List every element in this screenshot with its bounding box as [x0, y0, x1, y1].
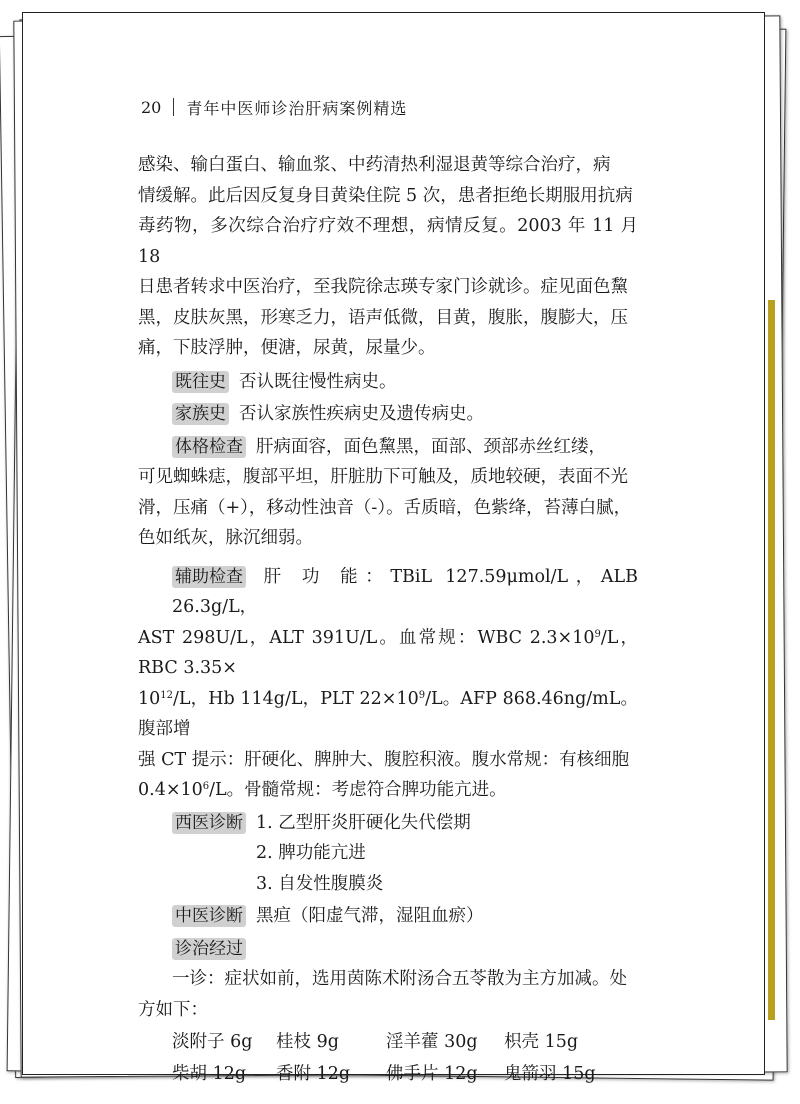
treatment-section	[138, 934, 638, 1091]
tcm-diagnosis-section	[172, 901, 638, 932]
text-line: 滑，压痛（+），移动性浊音（-）。舌质暗，色紫绛，苔薄白腻，	[138, 497, 632, 518]
western-diagnosis-section	[172, 808, 638, 900]
book-edge-gold	[768, 300, 775, 1020]
section-tag-treatment: 诊治经过	[172, 938, 246, 960]
diagnosis-item: 1. 乙型肝炎肝硬化失代偿期	[256, 812, 471, 833]
text-line: 痛，下肢浮肿，便溏，尿黄，尿量少。	[138, 338, 436, 358]
diagnosis-list	[256, 808, 471, 900]
running-header	[141, 93, 407, 121]
section-tag-aux-exam: 辅助检查	[172, 566, 246, 588]
herb-item: 枳壳 15g	[504, 1032, 579, 1052]
header-divider	[173, 98, 174, 116]
herb-item: 香附 12g	[276, 1064, 351, 1084]
diagnosis-item: 3. 自发性腹膜炎	[256, 873, 384, 894]
past-history-text: 否认既往慢性病史。	[239, 371, 397, 392]
text-line: 方如下：	[138, 999, 208, 1020]
herb-item: 鬼箭羽 15g	[504, 1064, 596, 1084]
herb-item: 淫羊藿 30g	[386, 1032, 478, 1052]
text-line: 强 CT 提示：肝硬化、脾肿大、腹腔积液。腹水常规：有核细胞	[138, 749, 630, 770]
text-line: 毒药物，多次综合治疗疗效不理想，病情反复。2003 年 11 月 18	[138, 216, 638, 267]
text-line: 可见蜘蛛痣，腹部平坦，肝脏肋下可触及，质地较硬，表面不光	[138, 467, 628, 487]
text-line: 黑，皮肤灰黑，形寒乏力，语声低微，目黄，腹胀，腹膨大，压	[138, 307, 628, 328]
herb-item: 桂枝 9g	[276, 1032, 339, 1052]
page-number: 20	[141, 97, 162, 117]
section-tag-past-history: 既往史	[172, 371, 229, 393]
physical-exam-section	[138, 432, 638, 554]
section-tag-western-diagnosis: 西医诊断	[172, 812, 246, 834]
page-content	[138, 150, 638, 1090]
prescription-grid	[172, 1026, 638, 1090]
diagnosis-item: 2. 脾功能亢进	[256, 843, 366, 863]
past-history-section	[172, 367, 638, 398]
text-line: 肝病面容，面色黧黑，面部、颈部赤丝红缕，	[256, 436, 606, 457]
text-line: 情缓解。此后因反复身目黄染住院 5 次，患者拒绝长期服用抗病	[138, 185, 633, 206]
text-line: 日患者转求中医治疗，至我院徐志瑛专家门诊就诊。症见面色黧	[138, 277, 628, 297]
herb-item: 柴胡 12g	[172, 1064, 247, 1084]
text-line: $0.4\times 10^6/L$。骨髓常规：考虑符合脾功能亢进。	[138, 780, 507, 800]
text-line: 感染、输白蛋白、输血浆、中药清热利湿退黄等综合治疗，病	[138, 155, 611, 175]
text-line: 一诊：症状如前，选用茵陈术附汤合五苓散为主方加减。处	[172, 969, 627, 989]
intro-paragraph	[138, 150, 638, 364]
text-line: AST 298U/L，ALT 391U/L。血常规：WBC $2.3\times 10^9/L$，RBC 3.35×	[138, 627, 638, 678]
book-title: 青年中医师诊治肝病案例精选	[186, 98, 408, 118]
aux-exam-section	[138, 562, 638, 806]
herb-item: 淡附子 6g	[172, 1032, 253, 1052]
herb-item: 佛手片 12g	[386, 1064, 478, 1084]
text-line: 肝 功 能：TBiL 127.59μmol/L，ALB 26.3g/L，	[172, 566, 638, 617]
text-line: $10^{12}/L$，Hb 114g/L，PLT $22\times 10^9/L$。AFP 868.46ng/mL。腹部增	[138, 688, 638, 739]
section-tag-physical-exam: 体格检查	[172, 436, 246, 458]
section-tag-family-history: 家族史	[172, 403, 229, 425]
text-line: 色如纸灰，脉沉细弱。	[138, 528, 313, 548]
section-tag-tcm-diagnosis: 中医诊断	[172, 905, 246, 927]
tcm-diagnosis-text: 黑疸（阳虚气滞，湿阻血瘀）	[256, 906, 484, 926]
family-history-text: 否认家族性疾病史及遗传病史。	[239, 404, 484, 424]
family-history-section	[172, 399, 638, 430]
